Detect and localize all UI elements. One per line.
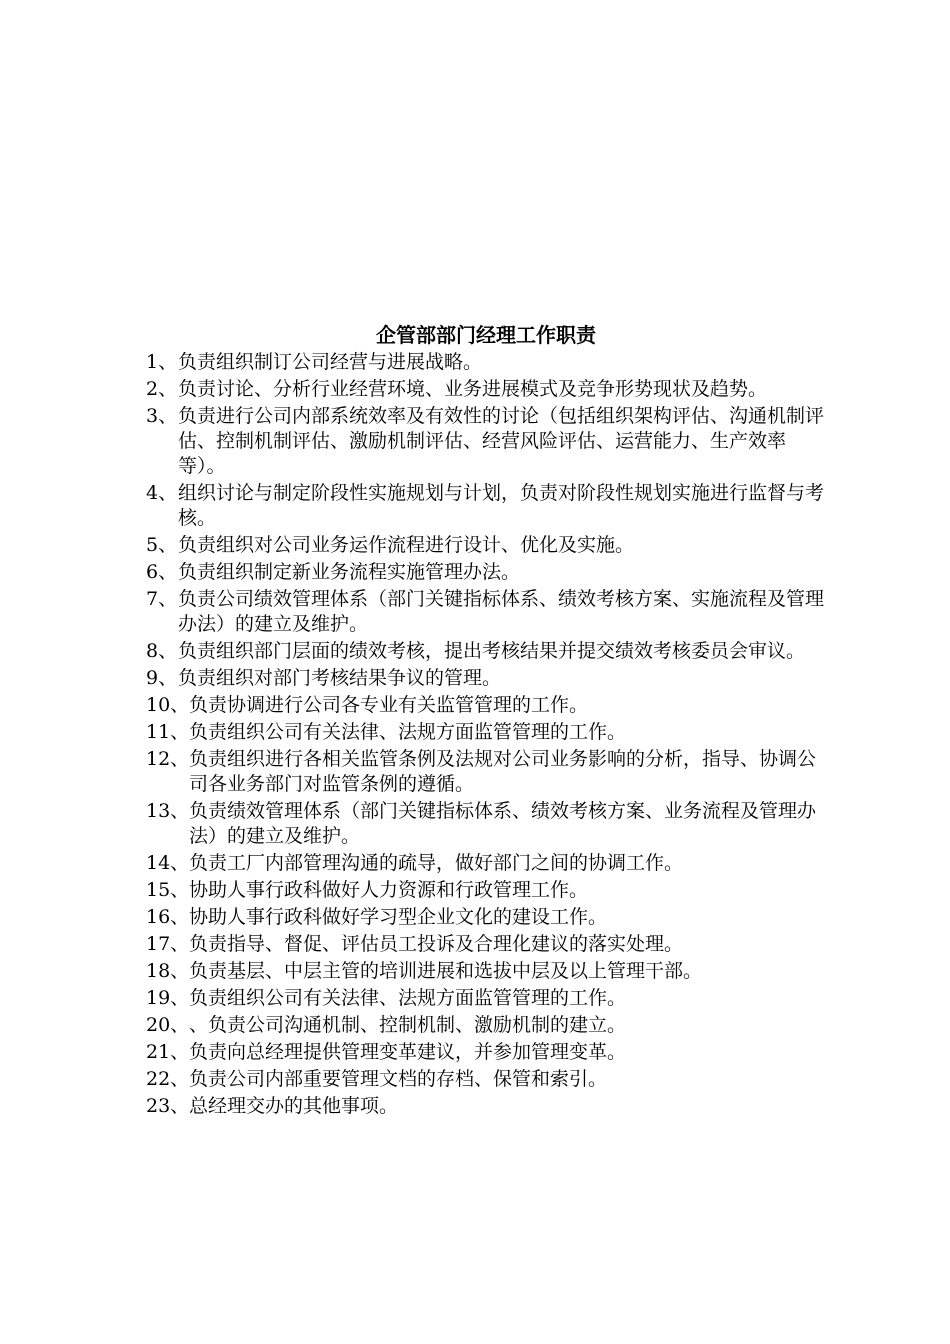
item-number: 13、 (146, 800, 190, 822)
item-number: 11、 (146, 721, 190, 743)
item-number: 9、 (146, 667, 178, 689)
list-item (146, 986, 826, 1011)
item-number: 6、 (146, 561, 178, 583)
item-number: 2、 (146, 378, 178, 400)
item-number: 19、 (146, 987, 190, 1009)
list-item (146, 851, 826, 876)
list-item (146, 878, 826, 903)
document-title: 企管部部门经理工作职责 (376, 323, 596, 347)
item-number: 16、 (146, 906, 190, 928)
list-item (146, 481, 826, 531)
item-text: 负责指导、督促、评估员工投诉及合理化建议的落实处理。 (189, 933, 684, 955)
list-item (146, 799, 826, 849)
item-number: 10、 (146, 694, 190, 716)
list-item (146, 693, 826, 718)
list-item (146, 560, 826, 585)
list-item (146, 1040, 826, 1065)
list-item (146, 350, 826, 375)
list-item (146, 1013, 826, 1038)
list-item (146, 533, 826, 558)
item-number: 15、 (146, 879, 190, 901)
list-item (146, 905, 826, 930)
item-text: 组织讨论与制定阶段性实施规划与计划，负责对阶段性规划实施进行监督与考核。 (178, 482, 825, 529)
item-number: 12、 (146, 748, 190, 770)
list-item (146, 666, 826, 691)
item-number: 14、 (146, 852, 190, 874)
list-item (146, 404, 826, 479)
item-number: 1、 (146, 351, 178, 373)
item-text: 负责组织制订公司经营与进展战略。 (178, 351, 483, 373)
responsibility-list (146, 350, 826, 1119)
item-text: 负责组织部门层面的绩效考核，提出考核结果并提交绩效考核委员会审议。 (178, 640, 806, 662)
item-text: 负责进行公司内部系统效率及有效性的讨论（包括组织架构评估、沟通机制评估、控制机制评估、激励机制评估、经营风险评估、运营能力、生产效率等）。 (178, 405, 825, 477)
item-text: 协助人事行政科做好学习型企业文化的建设工作。 (189, 906, 608, 928)
document-body (146, 322, 826, 1121)
item-number: 20、 (146, 1014, 190, 1036)
item-number: 7、 (146, 588, 178, 610)
list-item (146, 1094, 826, 1119)
item-text: 协助人事行政科做好人力资源和行政管理工作。 (189, 879, 589, 901)
item-number: 3、 (146, 405, 178, 427)
item-text: 总经理交办的其他事项。 (189, 1095, 399, 1117)
item-text: 负责公司内部重要管理文档的存档、保管和索引。 (189, 1068, 608, 1090)
item-text: 负责协调进行公司各专业有关监管管理的工作。 (189, 694, 589, 716)
item-text: 负责组织制定新业务流程实施管理办法。 (178, 561, 521, 583)
item-number: 5、 (146, 534, 178, 556)
list-item (146, 377, 826, 402)
item-text: 负责组织对公司业务运作流程进行设计、优化及实施。 (178, 534, 635, 556)
item-text: 负责组织公司有关法律、法规方面监管管理的工作。 (189, 721, 627, 743)
item-text: 负责向总经理提供管理变革建议，并参加管理变革。 (189, 1041, 627, 1063)
item-text: 负责基层、中层主管的培训进展和选拔中层及以上管理干部。 (189, 960, 703, 982)
item-number: 8、 (146, 640, 178, 662)
list-item (146, 639, 826, 664)
item-text: 、负责公司沟通机制、控制机制、激励机制的建立。 (189, 1014, 627, 1036)
item-text: 负责公司绩效管理体系（部门关键指标体系、绩效考核方案、实施流程及管理办法）的建立及维护。 (178, 588, 825, 635)
list-item (146, 959, 826, 984)
item-text: 负责讨论、分析行业经营环境、业务进展模式及竞争形势现状及趋势。 (178, 378, 768, 400)
item-number: 22、 (146, 1068, 190, 1090)
item-number: 17、 (146, 933, 190, 955)
list-item (146, 747, 826, 797)
list-item (146, 1067, 826, 1092)
item-number: 21、 (146, 1041, 190, 1063)
item-text: 负责组织对部门考核结果争议的管理。 (178, 667, 502, 689)
item-number: 18、 (146, 960, 190, 982)
item-text: 负责组织公司有关法律、法规方面监管管理的工作。 (189, 987, 627, 1009)
list-item (146, 587, 826, 637)
item-number: 4、 (146, 482, 178, 504)
item-text: 负责工厂内部管理沟通的疏导，做好部门之间的协调工作。 (189, 852, 684, 874)
list-item (146, 932, 826, 957)
item-number: 23、 (146, 1095, 190, 1117)
item-text: 负责组织进行各相关监管条例及法规对公司业务影响的分析，指导、协调公司各业务部门对监管条例的遵循。 (189, 748, 817, 795)
list-item (146, 720, 826, 745)
item-text: 负责绩效管理体系（部门关键指标体系、绩效考核方案、业务流程及管理办法）的建立及维护。 (189, 800, 817, 847)
